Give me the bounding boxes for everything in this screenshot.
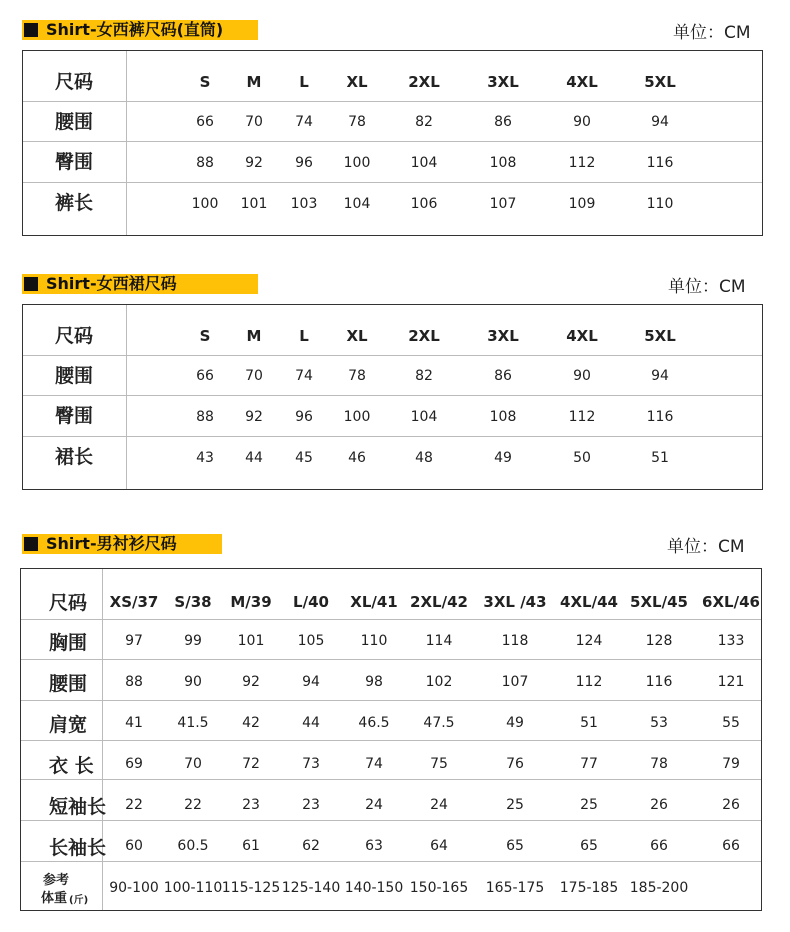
size-header: 5XL xyxy=(644,73,676,91)
table-cell: 124 xyxy=(575,633,603,649)
table-cell: 41.5 xyxy=(177,715,209,731)
row-divider xyxy=(21,619,761,620)
weight-cell: 100-110 xyxy=(163,880,223,896)
table-cell: 74 xyxy=(295,368,313,384)
size-header: S/38 xyxy=(174,593,212,611)
table-cell: 22 xyxy=(125,797,143,813)
table-cell: 92 xyxy=(245,155,263,171)
table-cell: 88 xyxy=(196,409,214,425)
weight-cell: 185-200 xyxy=(629,880,689,896)
table-cell: 112 xyxy=(575,674,603,690)
table-cell: 94 xyxy=(302,674,320,690)
weight-cell: 125-140 xyxy=(281,880,341,896)
row-label: 腰围 xyxy=(49,673,88,695)
shirt-size-table xyxy=(20,568,762,911)
row-label: 肩宽 xyxy=(49,714,88,736)
row-divider xyxy=(21,700,761,701)
table-cell: 22 xyxy=(184,797,202,813)
table-cell: 92 xyxy=(245,409,263,425)
table-cell: 94 xyxy=(651,114,669,130)
table-cell: 69 xyxy=(125,756,143,772)
size-header: M xyxy=(246,73,262,91)
size-header: 2XL/42 xyxy=(410,593,468,611)
size-header: 5XL/45 xyxy=(630,593,688,611)
table-cell: 76 xyxy=(506,756,524,772)
row-label: 裤长 xyxy=(55,192,94,214)
row-label: 臀围 xyxy=(55,405,94,427)
table-cell: 104 xyxy=(410,155,438,171)
table-cell: 66 xyxy=(650,838,668,854)
table-cell: 66 xyxy=(722,838,740,854)
size-header: S xyxy=(199,327,211,345)
row-divider xyxy=(23,101,762,102)
table-cell: 64 xyxy=(430,838,448,854)
table-cell: 94 xyxy=(651,368,669,384)
size-header: 6XL/46 xyxy=(702,593,760,611)
table-cell: 77 xyxy=(580,756,598,772)
row-divider xyxy=(23,436,762,437)
table-cell: 102 xyxy=(425,674,453,690)
table-cell: 62 xyxy=(302,838,320,854)
skirt-size-table xyxy=(22,304,763,490)
table-cell: 112 xyxy=(568,155,596,171)
table-cell: 90 xyxy=(573,114,591,130)
table-cell: 101 xyxy=(240,196,268,212)
table-cell: 55 xyxy=(722,715,740,731)
table-cell: 61 xyxy=(242,838,260,854)
table-cell: 23 xyxy=(302,797,320,813)
table-cell: 108 xyxy=(489,155,517,171)
table-cell: 107 xyxy=(501,674,529,690)
weight-label-bottom: 体重 xyxy=(41,891,68,906)
table-cell: 98 xyxy=(365,674,383,690)
size-header: L/40 xyxy=(293,593,329,611)
weight-cell: 115-125 xyxy=(221,880,281,896)
skirt-unit-label: 单位：CM xyxy=(668,277,746,297)
table-cell: 65 xyxy=(580,838,598,854)
table-cell: 47.5 xyxy=(423,715,455,731)
row-label: 尺码 xyxy=(55,71,94,93)
table-cell: 100 xyxy=(343,409,371,425)
size-header: XL xyxy=(346,327,368,345)
table-cell: 110 xyxy=(360,633,388,649)
size-header: 4XL/44 xyxy=(560,593,618,611)
skirt-section-title xyxy=(22,274,258,294)
table-cell: 51 xyxy=(651,450,669,466)
table-cell: 96 xyxy=(295,409,313,425)
size-header: 2XL xyxy=(408,73,440,91)
skirt-title-text: Shirt-女西裙尺码 xyxy=(46,274,177,293)
table-cell: 133 xyxy=(717,633,745,649)
table-cell: 26 xyxy=(722,797,740,813)
table-cell: 105 xyxy=(297,633,325,649)
table-cell: 43 xyxy=(196,450,214,466)
size-header: L xyxy=(299,327,309,345)
weight-cell: 175-185 xyxy=(559,880,619,896)
size-header: L xyxy=(299,73,309,91)
square-bullet-icon xyxy=(24,23,38,37)
table-cell: 90 xyxy=(573,368,591,384)
table-cell: 100 xyxy=(191,196,219,212)
table-cell: 99 xyxy=(184,633,202,649)
table-cell: 74 xyxy=(295,114,313,130)
size-header: 2XL xyxy=(408,327,440,345)
table-cell: 100 xyxy=(343,155,371,171)
table-cell: 26 xyxy=(650,797,668,813)
table-cell: 73 xyxy=(302,756,320,772)
table-cell: 63 xyxy=(365,838,383,854)
table-cell: 25 xyxy=(580,797,598,813)
table-cell: 88 xyxy=(196,155,214,171)
table-cell: 82 xyxy=(415,368,433,384)
table-cell: 60.5 xyxy=(177,838,209,854)
row-label: 短袖长 xyxy=(49,796,107,818)
table-cell: 112 xyxy=(568,409,596,425)
table-cell: 75 xyxy=(430,756,448,772)
row-label: 裙长 xyxy=(55,446,94,468)
size-header: 3XL xyxy=(487,73,519,91)
table-cell: 114 xyxy=(425,633,453,649)
table-cell: 72 xyxy=(242,756,260,772)
row-label: 腰围 xyxy=(55,365,94,387)
table-cell: 53 xyxy=(650,715,668,731)
row-divider xyxy=(21,820,761,821)
table-cell: 97 xyxy=(125,633,143,649)
row-label: 尺码 xyxy=(49,592,88,614)
table-cell: 41 xyxy=(125,715,143,731)
weight-label-top: 参考 xyxy=(43,873,70,888)
row-divider xyxy=(23,141,762,142)
table-cell: 50 xyxy=(573,450,591,466)
table-cell: 110 xyxy=(646,196,674,212)
table-cell: 118 xyxy=(501,633,529,649)
table-cell: 46 xyxy=(348,450,366,466)
table-cell: 44 xyxy=(245,450,263,466)
row-divider xyxy=(23,182,762,183)
table-cell: 92 xyxy=(242,674,260,690)
size-header: 3XL xyxy=(487,327,519,345)
size-header: M/39 xyxy=(230,593,272,611)
table-cell: 103 xyxy=(290,196,318,212)
table-cell: 45 xyxy=(295,450,313,466)
table-cell: 24 xyxy=(430,797,448,813)
table-cell: 78 xyxy=(348,368,366,384)
row-divider xyxy=(21,740,761,741)
table-cell: 96 xyxy=(295,155,313,171)
row-label: 臀围 xyxy=(55,151,94,173)
table-cell: 74 xyxy=(365,756,383,772)
shirt-title-text: Shirt-男衬衫尺码 xyxy=(46,534,177,553)
size-header: M xyxy=(246,327,262,345)
table-cell: 24 xyxy=(365,797,383,813)
table-cell: 90 xyxy=(184,674,202,690)
weight-unit-label: (斤) xyxy=(69,895,89,906)
table-cell: 88 xyxy=(125,674,143,690)
table-cell: 25 xyxy=(506,797,524,813)
table-cell: 108 xyxy=(489,409,517,425)
table-cell: 121 xyxy=(717,674,745,690)
table-cell: 66 xyxy=(196,114,214,130)
table-cell: 60 xyxy=(125,838,143,854)
size-header: S xyxy=(199,73,211,91)
size-header: XL/41 xyxy=(350,593,398,611)
table-cell: 78 xyxy=(650,756,668,772)
table-cell: 70 xyxy=(245,114,263,130)
table-cell: 109 xyxy=(568,196,596,212)
table-cell: 79 xyxy=(722,756,740,772)
row-label: 胸围 xyxy=(49,632,88,654)
weight-cell: 90-100 xyxy=(109,880,159,896)
table-cell: 101 xyxy=(237,633,265,649)
table-cell: 116 xyxy=(646,409,674,425)
shirt-unit-label: 单位：CM xyxy=(667,537,745,557)
weight-cell: 150-165 xyxy=(409,880,469,896)
column-divider xyxy=(126,305,127,489)
row-label: 腰围 xyxy=(55,111,94,133)
table-cell: 70 xyxy=(245,368,263,384)
table-cell: 70 xyxy=(184,756,202,772)
table-cell: 82 xyxy=(415,114,433,130)
size-header: 4XL xyxy=(566,327,598,345)
row-label: 尺码 xyxy=(55,325,94,347)
table-cell: 116 xyxy=(645,674,673,690)
table-cell: 104 xyxy=(410,409,438,425)
square-bullet-icon xyxy=(24,277,38,291)
weight-cell: 165-175 xyxy=(485,880,545,896)
table-cell: 44 xyxy=(302,715,320,731)
pants-unit-label: 单位：CM xyxy=(673,23,751,43)
square-bullet-icon xyxy=(24,537,38,551)
table-cell: 51 xyxy=(580,715,598,731)
table-cell: 42 xyxy=(242,715,260,731)
row-divider xyxy=(23,355,762,356)
table-cell: 106 xyxy=(410,196,438,212)
size-header: 5XL xyxy=(644,327,676,345)
pants-section-title xyxy=(22,20,258,40)
table-cell: 86 xyxy=(494,368,512,384)
table-cell: 116 xyxy=(646,155,674,171)
size-header: 3XL /43 xyxy=(483,593,547,611)
table-cell: 78 xyxy=(348,114,366,130)
size-header: 4XL xyxy=(566,73,598,91)
pants-size-table xyxy=(22,50,763,236)
table-cell: 65 xyxy=(506,838,524,854)
size-header: XL xyxy=(346,73,368,91)
table-cell: 46.5 xyxy=(358,715,390,731)
table-cell: 49 xyxy=(494,450,512,466)
column-divider xyxy=(126,51,127,235)
row-divider xyxy=(21,779,761,780)
table-cell: 66 xyxy=(196,368,214,384)
table-cell: 104 xyxy=(343,196,371,212)
size-header: XS/37 xyxy=(109,593,159,611)
table-cell: 49 xyxy=(506,715,524,731)
row-divider xyxy=(21,861,761,862)
row-label: 长袖长 xyxy=(49,837,107,859)
row-divider xyxy=(21,659,761,660)
table-cell: 23 xyxy=(242,797,260,813)
shirt-section-title xyxy=(22,534,222,554)
table-cell: 86 xyxy=(494,114,512,130)
weight-cell: 140-150 xyxy=(344,880,404,896)
table-cell: 48 xyxy=(415,450,433,466)
pants-title-text: Shirt-女西裤尺码(直筒) xyxy=(46,20,224,39)
table-cell: 128 xyxy=(645,633,673,649)
row-divider xyxy=(23,395,762,396)
table-cell: 107 xyxy=(489,196,517,212)
row-label: 衣 长 xyxy=(49,755,94,777)
